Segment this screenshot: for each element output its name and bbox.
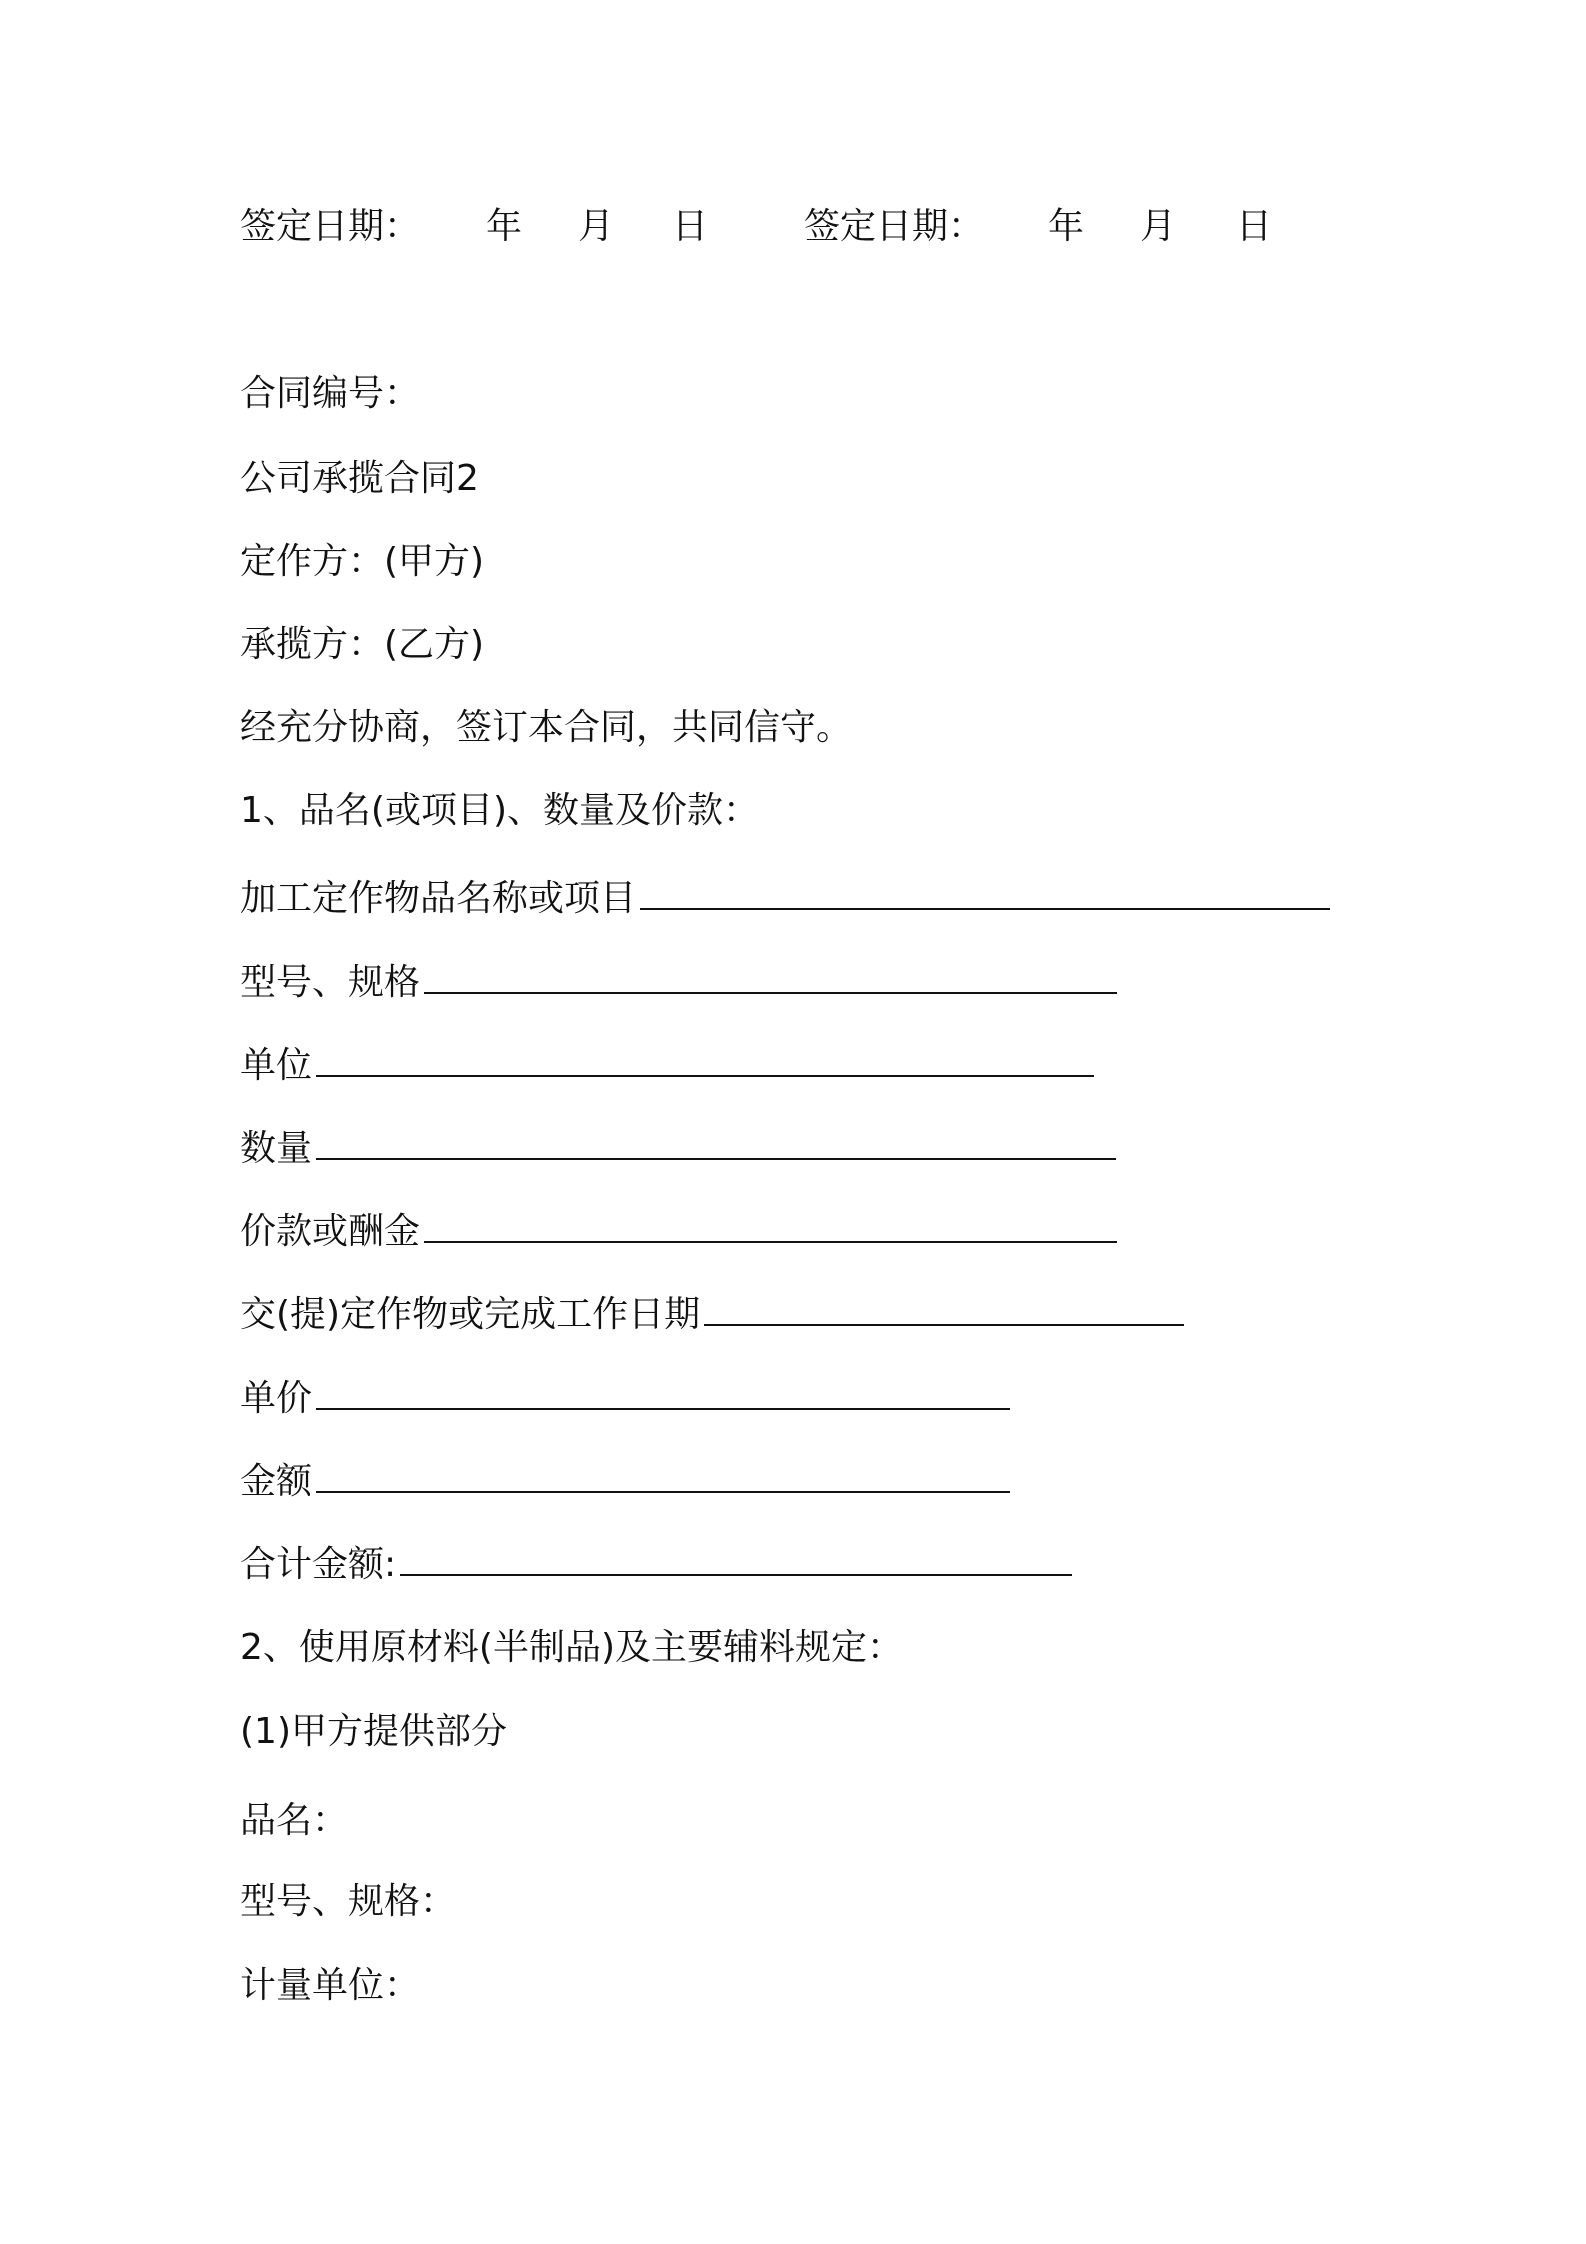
fill-in-blank[interactable] — [316, 1128, 1116, 1160]
fill-in-blank[interactable] — [640, 878, 1330, 910]
fill-in-blank[interactable] — [316, 1461, 1010, 1493]
material-field-label: 计量单位： — [240, 1965, 421, 2006]
fill-in-blank[interactable] — [704, 1294, 1184, 1326]
material-field-label: 品名： — [240, 1800, 349, 1841]
field-label: 型号、规格 — [240, 962, 421, 1003]
form-field-row — [240, 1375, 1010, 1423]
signing-year: 年 — [486, 206, 523, 247]
contract-title: 公司承揽合同2 — [240, 458, 479, 499]
fill-in-blank[interactable] — [424, 1211, 1117, 1243]
section-2-subheading: (1)甲方提供部分 — [240, 1711, 507, 1752]
party-a-label: 定作方：(甲方) — [240, 541, 485, 582]
field-label: 加工定作物品名称或项目 — [240, 878, 637, 919]
signing-month: 月 — [578, 206, 615, 247]
party-b-label: 承揽方：(乙方) — [240, 624, 485, 665]
fill-in-blank[interactable] — [400, 1544, 1072, 1576]
signing-day: 日 — [672, 206, 709, 247]
field-label: 单价 — [240, 1378, 313, 1419]
form-field-row — [240, 875, 1330, 923]
field-label: 合计金额: — [240, 1544, 397, 1585]
fill-in-blank[interactable] — [316, 1045, 1094, 1077]
signing-date-label: 签定日期： — [240, 206, 421, 247]
fill-in-blank[interactable] — [424, 962, 1117, 994]
form-field-row — [240, 959, 1117, 1007]
fill-in-blank[interactable] — [316, 1378, 1010, 1410]
intro-paragraph: 经充分协商，签订本合同，共同信守。 — [240, 707, 853, 748]
form-field-row — [240, 1458, 1010, 1506]
signing-date-row — [0, 203, 1586, 253]
field-label: 交(提)定作物或完成工作日期 — [240, 1294, 701, 1335]
signing-date-label: 签定日期： — [804, 206, 985, 247]
form-field-row — [240, 1541, 1072, 1589]
form-field-row — [240, 1042, 1094, 1090]
section-1-heading: 1、品名(或项目)、数量及价款： — [240, 790, 759, 831]
field-label: 金额 — [240, 1461, 313, 1502]
material-field-label: 型号、规格： — [240, 1881, 457, 1922]
section-2-heading: 2、使用原材料(半制品)及主要辅料规定： — [240, 1627, 903, 1668]
signing-day: 日 — [1236, 206, 1273, 247]
field-label: 单位 — [240, 1045, 313, 1086]
signing-month: 月 — [1140, 206, 1177, 247]
signing-year: 年 — [1048, 206, 1085, 247]
field-label: 价款或酬金 — [240, 1211, 421, 1252]
form-field-row — [240, 1125, 1116, 1173]
field-label: 数量 — [240, 1128, 313, 1169]
contract-number-label: 合同编号： — [240, 373, 421, 414]
form-field-row — [240, 1208, 1117, 1256]
form-field-row — [240, 1291, 1184, 1339]
